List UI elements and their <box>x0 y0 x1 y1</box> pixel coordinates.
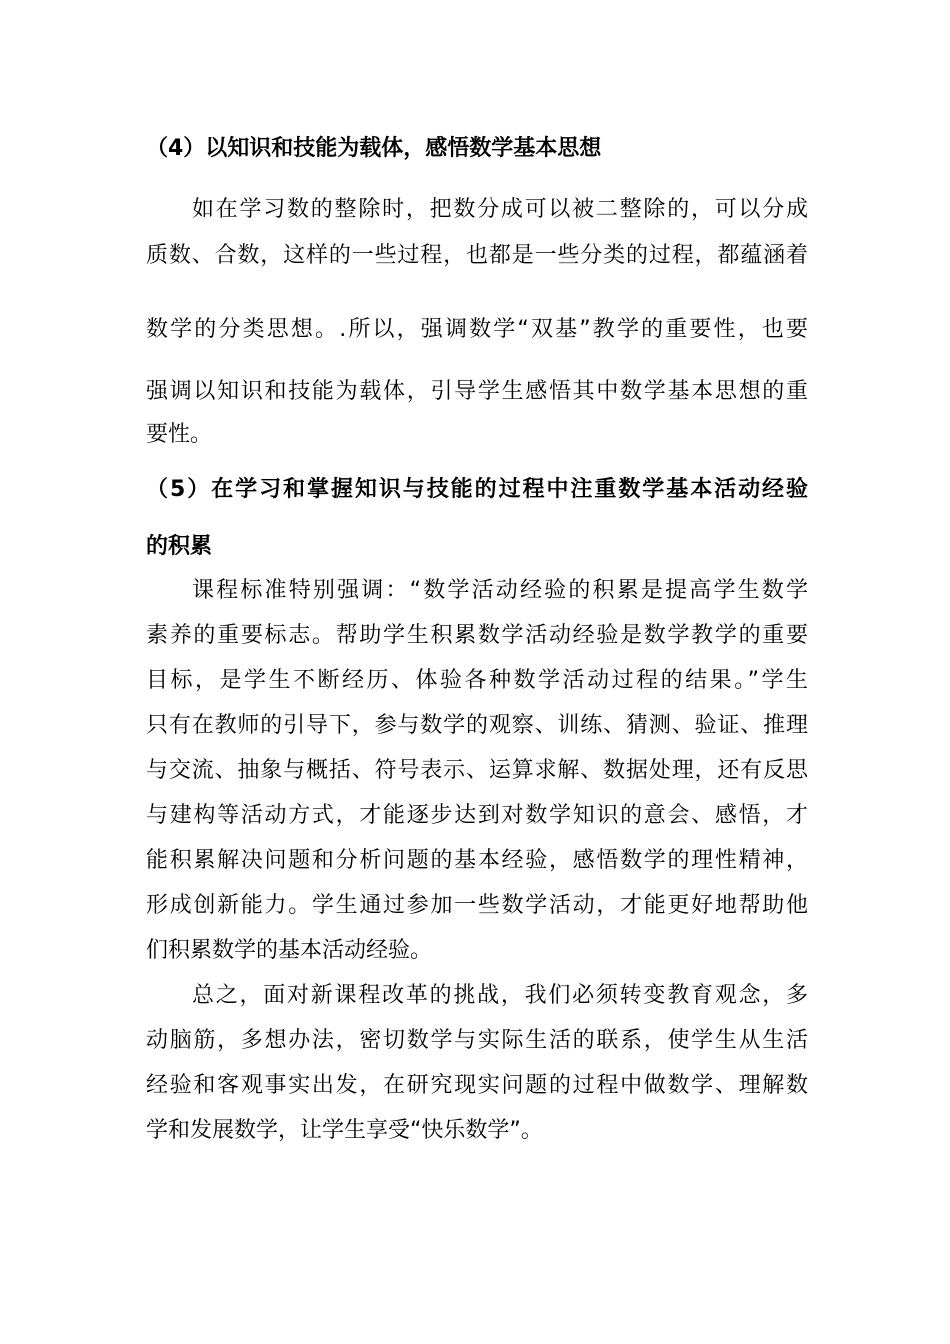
paragraph-line: 动脑筋，多想办法，密切数学与实际生活的联系，使学生从生活 <box>146 1028 808 1053</box>
paragraph-line: 与交流、抽象与概括、符号表示、运算求解、数据处理，还有反思 <box>146 758 808 783</box>
paragraph-line: 如在学习数的整除时，把数分成可以被二整除的，可以分成 <box>192 197 808 222</box>
paragraph-line: 总之，面对新课程改革的挑战，我们必须转变教育观念，多 <box>192 983 808 1008</box>
paragraph-line: 强调以知识和技能为载体，引导学生感悟其中数学基本思想的重 <box>146 379 808 404</box>
section-heading-5: （5）在学习和掌握知识与技能的过程中注重数学基本活动经验 <box>146 477 808 502</box>
section-heading-4: （4）以知识和技能为载体，感悟数学基本思想 <box>146 136 602 161</box>
paragraph-line: 数学的分类思想。.所以，强调数学“双基”教学的重要性，也要 <box>146 317 808 342</box>
paragraph-line: 目标，是学生不断经历、体验各种数学活动过程的结果。”学生 <box>146 668 808 693</box>
paragraph-line: 们积累数学的基本活动经验。 <box>146 938 433 963</box>
section-heading-5-cont: 的积累 <box>146 534 213 559</box>
paragraph-line: 只有在教师的引导下，参与数学的观察、训练、猜测、验证、推理 <box>146 713 808 738</box>
paragraph-line: 要性。 <box>146 422 213 447</box>
paragraph-line: 与建构等活动方式，才能逐步达到对数学知识的意会、感悟，才 <box>146 803 808 828</box>
paragraph-line: 经验和客观事实出发，在研究现实问题的过程中做数学、理解数 <box>146 1073 808 1098</box>
paragraph-line: 质数、合数，这样的一些过程，也都是一些分类的过程，都蕴涵着 <box>146 243 808 268</box>
paragraph-line: 课程标准特别强调：“数学活动经验的积累是提高学生数学 <box>192 578 808 603</box>
paragraph-line: 能积累解决问题和分析问题的基本经验，感悟数学的理性精神， <box>146 848 808 873</box>
paragraph-line: 素养的重要标志。帮助学生积累数学活动经验是数学教学的重要 <box>146 623 808 648</box>
paragraph-line: 学和发展数学，让学生享受“快乐数学”。 <box>146 1118 543 1143</box>
paragraph-line: 形成创新能力。学生通过参加一些数学活动，才能更好地帮助他 <box>146 893 808 918</box>
